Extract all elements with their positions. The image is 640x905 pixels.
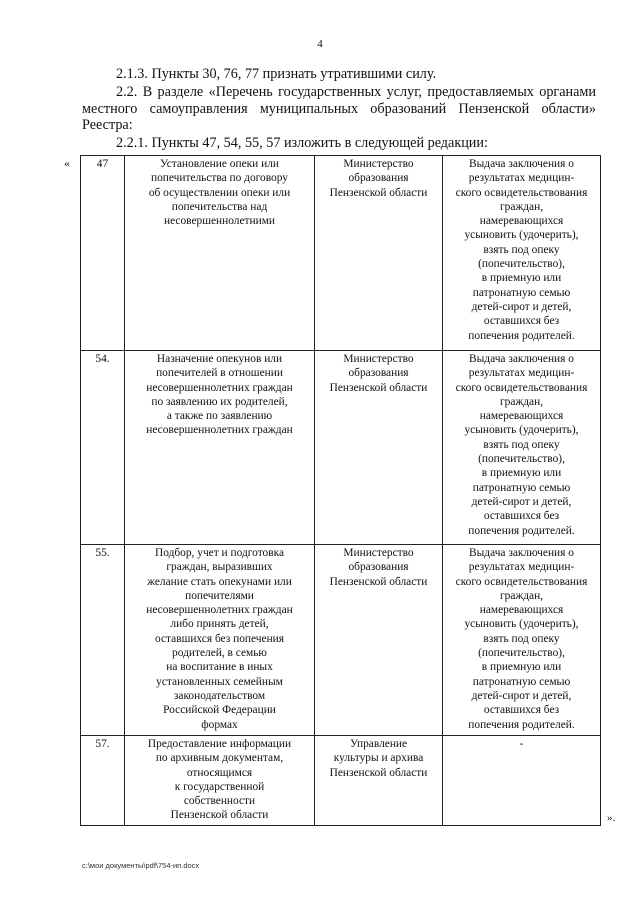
service-result [443, 351, 601, 545]
service-name-text: Предоставление информации по архивным документам, относящимся к государственной собственности Пензенской области [147, 738, 292, 822]
service-result-text: Выдача заключения о результатах медицин- ского освидетельствования граждан, намеревающихся усыновить (удочерить), взять под опеку (попечительство), в приемную или патронатную семью детей-сирот и детей, оставшихся без попечения родителей. [455, 353, 588, 537]
authority-name [315, 351, 443, 545]
authority-name-text: Министерство образования Пензенской области [329, 353, 428, 394]
opening-quote: « [64, 156, 70, 170]
row-number: 54. [81, 351, 125, 545]
row-number: 57. [81, 736, 125, 826]
row-number: 55. [81, 545, 125, 736]
service-result [443, 156, 601, 351]
table-row [81, 736, 601, 826]
service-result-text: - [519, 738, 524, 750]
authority-name-text: Управление культуры и архива Пензенской области [329, 738, 428, 779]
service-name-text: Установление опеки или попечительства по договору об осуществлении опеки или попечительства над несовершеннолетними [148, 158, 291, 228]
registry-table [80, 155, 601, 826]
authority-name [315, 545, 443, 736]
authority-name-text: Министерство образования Пензенской области [329, 547, 428, 588]
page-number: 4 [317, 38, 323, 50]
service-result [443, 545, 601, 736]
service-name [125, 545, 315, 736]
service-name [125, 736, 315, 826]
table-row [81, 156, 601, 351]
authority-name [315, 156, 443, 351]
paragraph-2-2-1: 2.2.1. Пункты 47, 54, 55, 57 изложить в следующей редакции: [116, 135, 488, 151]
table-row [81, 545, 601, 736]
file-path-footer: c:\мои документы\pdf\754-ип.docx [82, 861, 200, 870]
service-result-text: Выдача заключения о результатах медицин- ского освидетельствования граждан, намеревающихся усыновить (удочерить), взять под опеку (попечительство), в приемную или патронатную семью детей-сирот и детей, оставшихся без попечения родителей. [455, 158, 588, 342]
service-name-text: Подбор, учет и подготовка граждан, выразивших желание стать опекунами или попечителями несовершеннолетних граждан либо принять детей, оставшихся без попечения родителей, в семью на воспитание в иных установленных семейным законодательством Российской Федерации формах [146, 547, 293, 731]
service-result-text: Выдача заключения о результатах медицин- ского освидетельствования граждан, намеревающихся усыновить (удочерить), взять под опеку (попечительство), в приемную или патронатную семью детей-сирот и детей, оставшихся без попечения родителей. [455, 547, 588, 731]
table-row [81, 351, 601, 545]
paragraph-2-2: 2.2. В разделе «Перечень государственных услуг, предоставляемых органами местного самоуправления муниципальных образований Пензенской области» Реестра: [82, 84, 596, 133]
closing-quote: ». [607, 812, 616, 824]
service-result [443, 736, 601, 826]
paragraph-2-1-3: 2.1.3. Пункты 30, 76, 77 признать утратившими силу. [116, 66, 437, 82]
authority-name [315, 736, 443, 826]
row-number: 47 [81, 156, 125, 351]
service-name [125, 351, 315, 545]
service-name [125, 156, 315, 351]
authority-name-text: Министерство образования Пензенской области [329, 158, 428, 199]
service-name-text: Назначение опекунов или попечителей в отношении несовершеннолетних граждан по заявлению их родителей, а также по заявлению несовершеннолетних граждан [146, 353, 293, 437]
